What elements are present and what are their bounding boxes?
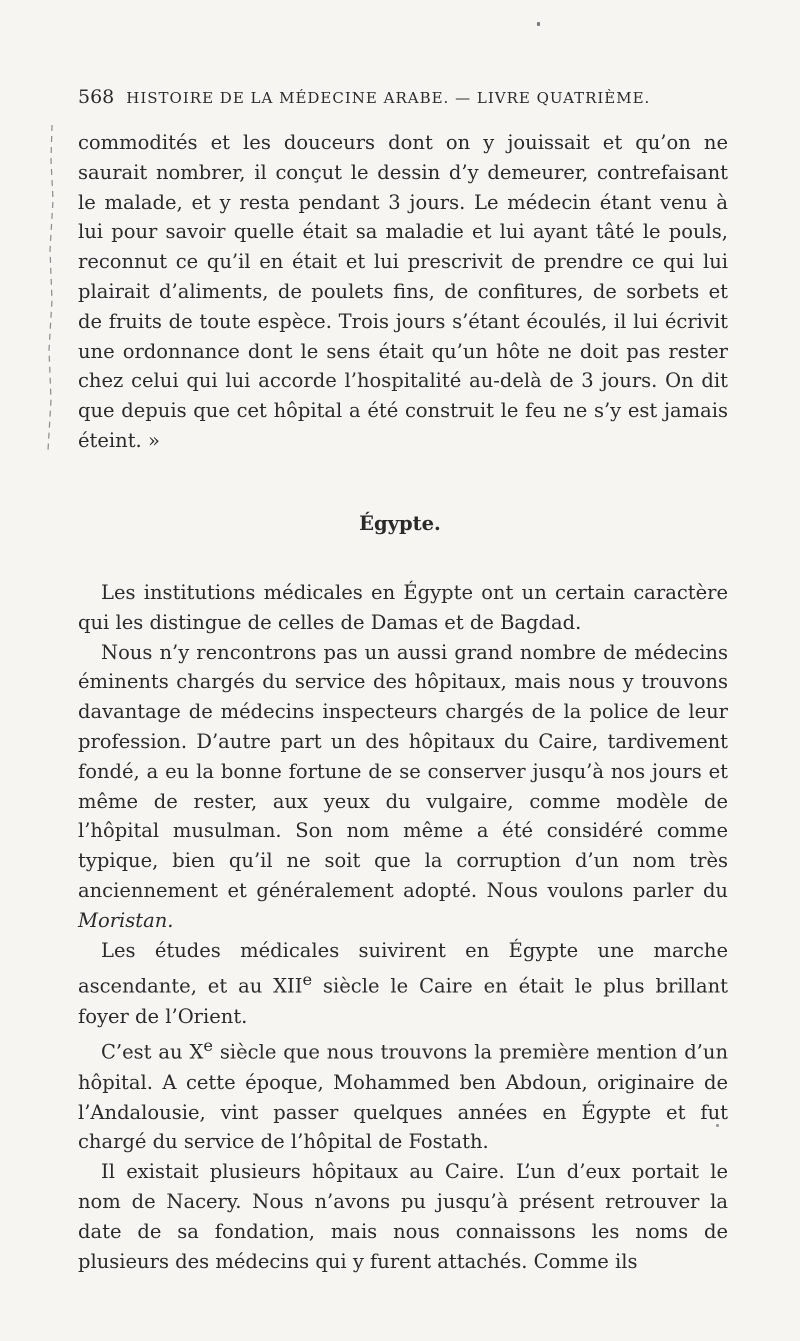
paragraph-text: siècle le Caire en était le plus brillant foyer de l’Orient. [78,974,729,1028]
paragraph [78,1031,728,1157]
paragraph-text: siècle que nous trouvons la première mention d’un hôpital. A cette époque, Mohammed ben Abdoun, originaire de l’Andalousie, vint passer quelques années en Égypte et fut chargé du service de l’hôpital de Fostath. [78,1040,729,1154]
running-title: HISTOIRE DE LA MÉDECINE ARABE. — LIVRE QUATRIÈME. [126,89,651,107]
section-heading: Égypte. [359,512,441,535]
margin-pencil-mark [40,120,60,460]
superscript: e [203,1036,213,1056]
paragraph: commodités et les douceurs dont on y jouissait et qu’on ne saurait nombrer, il conçut le dessin d’y demeurer, contrefaisant le malade, et y resta pendant 3 jours. Le médecin étant venu à lui pour savoir quelle était sa maladie et lui ayant tâté le pouls, reconnut ce qu’il en était et lui prescrivit de prendre ce qui lui plairait d’aliments, de poulets fins, de confitures, de sorbets et de fruits de toute espèce. Trois jours s’étant écoulés, il lui écrivit une ordonnance dont le sens était qu’un hôte ne doit pas rester chez celui qui lui accorde l’hospitalité au-delà de 3 jours. On dit que depuis que cet hôpital a été construit le feu ne s’y est jamais éteint. » [78,131,728,452]
ink-speck [537,22,540,26]
paragraph-text: C’est au X [101,1040,204,1064]
superscript: e [302,970,313,990]
section-body [78,578,728,1276]
paragraph [78,936,728,1032]
running-header [78,86,728,108]
italic-term: Moristan. [78,908,174,932]
paragraph: Les institutions médicales en Égypte ont un certain caractère qui les distingue de celles de Damas et de Bagdad. [78,581,728,634]
paragraph-text: Nous n’y rencontrons pas un aussi grand nombre de médecins éminents chargés du service des hôpitaux, mais nous y trouvons davantage de médecins inspecteurs chargés de la police de leur profession. D’autre part un des hôpitaux du Caire, tardivement fondé, a eu la bonne fortune de se conserver jusqu’à nos jours et même de rester, aux yeux du vulgaire, comme modèle de l’hôpital musulman. Son nom même a été considéré comme typique, bien qu’il ne soit que la corruption d’un nom très anciennement et généralement adopté. Nous voulons parler du [78,640,728,902]
paragraph-text: Les études médicales suivirent en Égypte une marche ascendante, et au XII [78,938,728,998]
paragraph [78,638,728,936]
page-number: 568 [78,86,115,108]
paragraph: Il existait plusieurs hôpitaux au Caire. L’un d’eux portait le nom de Nacery. Nous n’avons pu jusqu’à présent retrouver la date de sa fondation, mais nous connaissons les noms de plusieurs des médecins qui y furent attachés. Comme ils [78,1160,728,1273]
continued-paragraph [78,128,728,456]
